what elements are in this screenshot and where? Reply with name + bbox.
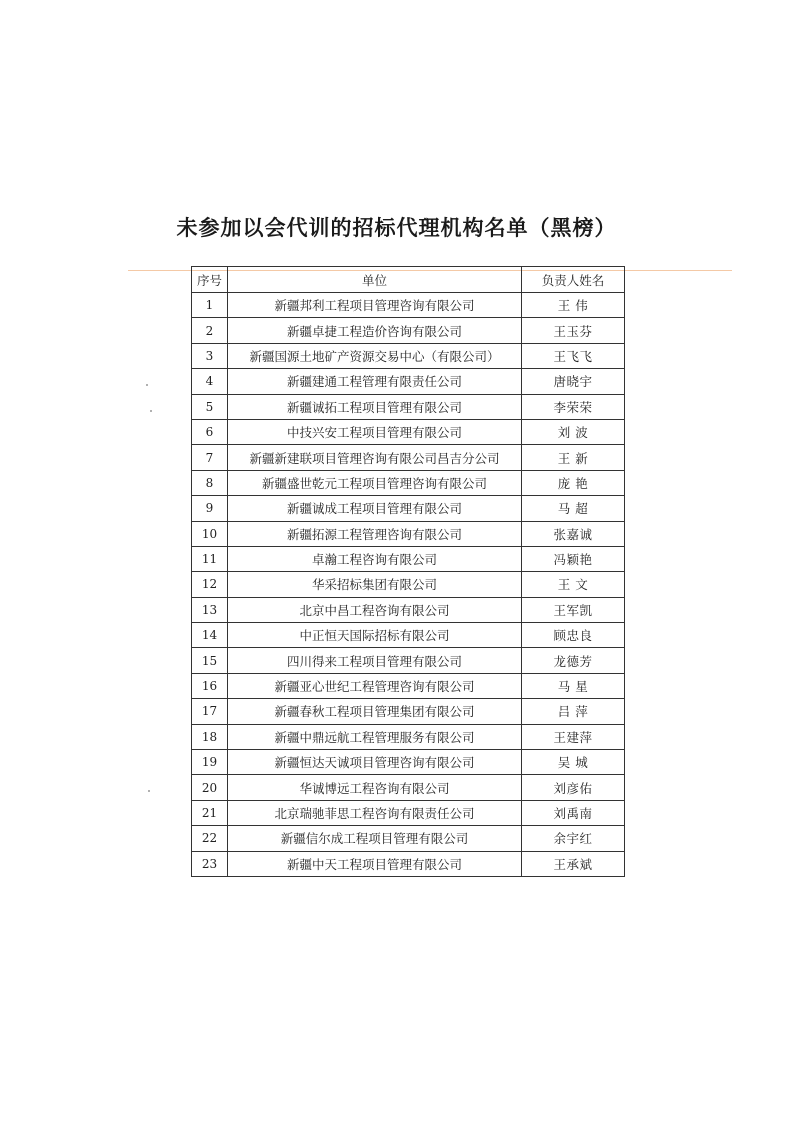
row-person-name: 王 伟 bbox=[522, 293, 625, 318]
row-index: 9 bbox=[192, 496, 228, 521]
row-person-name: 吴 城 bbox=[522, 750, 625, 775]
row-index: 19 bbox=[192, 750, 228, 775]
row-unit-name: 新疆亚心世纪工程管理咨询有限公司 bbox=[228, 673, 522, 698]
row-index: 5 bbox=[192, 394, 228, 419]
row-person-name: 王承斌 bbox=[522, 851, 625, 876]
row-person-name: 王玉芬 bbox=[522, 318, 625, 343]
row-index: 20 bbox=[192, 775, 228, 800]
row-unit-name: 卓瀚工程咨询有限公司 bbox=[228, 546, 522, 571]
table-body bbox=[192, 293, 625, 877]
table-row bbox=[192, 699, 625, 724]
row-index: 10 bbox=[192, 521, 228, 546]
row-unit-name: 中技兴安工程项目管理有限公司 bbox=[228, 419, 522, 444]
row-index: 6 bbox=[192, 419, 228, 444]
row-index: 7 bbox=[192, 445, 228, 470]
row-index: 1 bbox=[192, 293, 228, 318]
row-unit-name: 新疆新建联项目管理咨询有限公司昌吉分公司 bbox=[228, 445, 522, 470]
row-index: 14 bbox=[192, 623, 228, 648]
scan-speck bbox=[148, 790, 150, 792]
table-row bbox=[192, 724, 625, 749]
table-row bbox=[192, 521, 625, 546]
row-unit-name: 华诚博远工程咨询有限公司 bbox=[228, 775, 522, 800]
table-row bbox=[192, 496, 625, 521]
row-unit-name: 新疆国源土地矿产资源交易中心（有限公司） bbox=[228, 343, 522, 368]
row-index: 18 bbox=[192, 724, 228, 749]
header-unit: 单位 bbox=[228, 267, 522, 293]
row-index: 12 bbox=[192, 572, 228, 597]
row-person-name: 王建萍 bbox=[522, 724, 625, 749]
row-unit-name: 四川得来工程项目管理有限公司 bbox=[228, 648, 522, 673]
row-unit-name: 新疆中鼎远航工程管理服务有限公司 bbox=[228, 724, 522, 749]
row-person-name: 龙德芳 bbox=[522, 648, 625, 673]
row-person-name: 唐晓宇 bbox=[522, 369, 625, 394]
row-unit-name: 华采招标集团有限公司 bbox=[228, 572, 522, 597]
row-unit-name: 新疆诚拓工程项目管理有限公司 bbox=[228, 394, 522, 419]
table-row bbox=[192, 673, 625, 698]
row-index: 22 bbox=[192, 826, 228, 851]
row-unit-name: 新疆邦利工程项目管理咨询有限公司 bbox=[228, 293, 522, 318]
row-person-name: 马 超 bbox=[522, 496, 625, 521]
row-person-name: 冯颖艳 bbox=[522, 546, 625, 571]
table-row bbox=[192, 394, 625, 419]
agency-blacklist-table bbox=[191, 266, 625, 877]
row-unit-name: 新疆盛世乾元工程项目管理咨询有限公司 bbox=[228, 470, 522, 495]
table-row bbox=[192, 597, 625, 622]
row-person-name: 张嘉诚 bbox=[522, 521, 625, 546]
row-index: 17 bbox=[192, 699, 228, 724]
scan-speck bbox=[150, 410, 152, 412]
row-unit-name: 新疆拓源工程管理咨询有限公司 bbox=[228, 521, 522, 546]
table-row bbox=[192, 546, 625, 571]
row-person-name: 王军凯 bbox=[522, 597, 625, 622]
row-person-name: 顾忠良 bbox=[522, 623, 625, 648]
row-index: 2 bbox=[192, 318, 228, 343]
row-unit-name: 新疆卓捷工程造价咨询有限公司 bbox=[228, 318, 522, 343]
row-unit-name: 新疆恒达天诚项目管理咨询有限公司 bbox=[228, 750, 522, 775]
row-index: 8 bbox=[192, 470, 228, 495]
row-index: 4 bbox=[192, 369, 228, 394]
row-index: 21 bbox=[192, 800, 228, 825]
row-person-name: 刘彦佑 bbox=[522, 775, 625, 800]
row-person-name: 吕 萍 bbox=[522, 699, 625, 724]
row-unit-name: 新疆中天工程项目管理有限公司 bbox=[228, 851, 522, 876]
table-row bbox=[192, 470, 625, 495]
row-unit-name: 北京瑞驰菲思工程咨询有限责任公司 bbox=[228, 800, 522, 825]
table-header-row bbox=[192, 267, 625, 293]
header-person: 负责人姓名 bbox=[522, 267, 625, 293]
row-person-name: 李荣荣 bbox=[522, 394, 625, 419]
row-person-name: 王飞飞 bbox=[522, 343, 625, 368]
row-unit-name: 中正恒天国际招标有限公司 bbox=[228, 623, 522, 648]
row-person-name: 马 星 bbox=[522, 673, 625, 698]
table-row bbox=[192, 826, 625, 851]
row-unit-name: 新疆诚成工程项目管理有限公司 bbox=[228, 496, 522, 521]
table-row bbox=[192, 623, 625, 648]
row-unit-name: 新疆建通工程管理有限责任公司 bbox=[228, 369, 522, 394]
table-row bbox=[192, 343, 625, 368]
row-index: 15 bbox=[192, 648, 228, 673]
table-row bbox=[192, 851, 625, 876]
row-person-name: 庞 艳 bbox=[522, 470, 625, 495]
row-person-name: 刘 波 bbox=[522, 419, 625, 444]
table-row bbox=[192, 369, 625, 394]
row-person-name: 王 新 bbox=[522, 445, 625, 470]
scan-speck bbox=[146, 384, 148, 386]
row-unit-name: 新疆信尔成工程项目管理有限公司 bbox=[228, 826, 522, 851]
row-person-name: 王 文 bbox=[522, 572, 625, 597]
row-index: 3 bbox=[192, 343, 228, 368]
header-index: 序号 bbox=[192, 267, 228, 293]
row-unit-name: 北京中昌工程咨询有限公司 bbox=[228, 597, 522, 622]
row-unit-name: 新疆春秋工程项目管理集团有限公司 bbox=[228, 699, 522, 724]
table-row bbox=[192, 648, 625, 673]
row-index: 11 bbox=[192, 546, 228, 571]
row-index: 13 bbox=[192, 597, 228, 622]
table-row bbox=[192, 318, 625, 343]
table-row bbox=[192, 572, 625, 597]
table-row bbox=[192, 419, 625, 444]
table-row bbox=[192, 750, 625, 775]
row-index: 23 bbox=[192, 851, 228, 876]
row-person-name: 刘禹南 bbox=[522, 800, 625, 825]
table-row bbox=[192, 800, 625, 825]
row-index: 16 bbox=[192, 673, 228, 698]
table-row bbox=[192, 293, 625, 318]
table-row bbox=[192, 445, 625, 470]
row-person-name: 余宇红 bbox=[522, 826, 625, 851]
table-row bbox=[192, 775, 625, 800]
page-title: 未参加以会代训的招标代理机构名单（黑榜） bbox=[176, 216, 617, 240]
